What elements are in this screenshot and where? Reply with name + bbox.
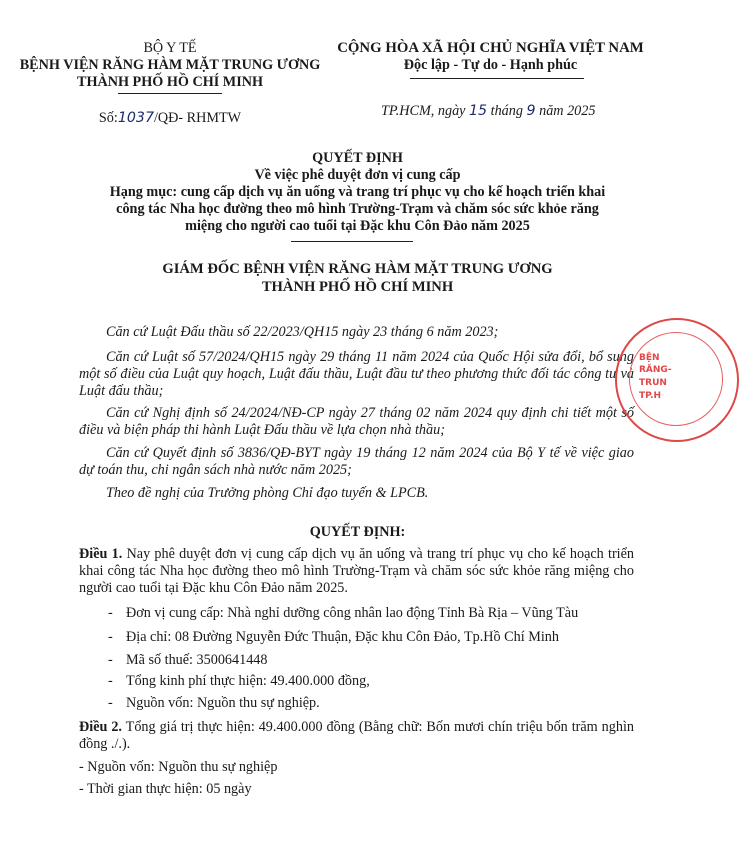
day-handwritten: 15 [469, 103, 488, 119]
legal-basis-4: Căn cứ Quyết định số 3836/QĐ-BYT ngày 19 tháng 12 năm 2024 của Bộ Y tế về việc giao dự toán thu, chi ngân sách nhà nước năm 2025; [79, 445, 634, 478]
title-block [60, 150, 655, 235]
article-1-bullet-1: - Đơn vị cung cấp: Nhà nghỉ dưỡng công nhân lao động Tỉnh Bà Rịa – Vũng Tàu [108, 605, 579, 621]
stamp-text-2: RĂNG- [639, 365, 672, 375]
stamp-text-4: TP.H [639, 391, 662, 401]
number-handwritten: 1037 [117, 110, 154, 126]
header-left-rule [118, 93, 222, 94]
authority-block [60, 260, 655, 296]
issue-date [381, 103, 595, 120]
stamp-text-3: TRUN [639, 378, 667, 388]
authority-line-2: THÀNH PHỐ HỒ CHÍ MINH [261, 279, 454, 295]
header-left [0, 40, 340, 91]
item-line-3: miệng cho người cao tuổi tại Đặc khu Côn Đảo năm 2025 [185, 218, 530, 234]
number-suffix: /QĐ- RHMTW [153, 110, 242, 126]
hospital-name-line2: THÀNH PHỐ HỒ CHÍ MINH [76, 74, 264, 90]
month-handwritten: 9 [526, 103, 536, 119]
article-1 [79, 546, 634, 597]
header-right [325, 40, 656, 74]
document-subject: Về việc phê duyệt đơn vị cung cấp [254, 167, 461, 183]
article-1-text: Nay phê duyệt đơn vị cung cấp dịch vụ ăn uống và trang trí phục vụ cho kế hoạch triển khai công tác Nha học đường theo mô hình Trường-Trạm và chăm sóc sức khỏe răng miệng cho người cao tuổi tại Đặc khu Côn Đảo năm 2025. [79, 546, 635, 596]
authority-line-1: GIÁM ĐỐC BỆNH VIỆN RĂNG HÀM MẶT TRUNG ƯƠNG [162, 261, 553, 277]
header-right-rule [410, 78, 584, 79]
decision-heading: QUYẾT ĐỊNH: [309, 524, 406, 540]
article-2-bullet-1: - Nguồn vốn: Nguồn thu sự nghiệp [79, 759, 278, 775]
date-mid: tháng [490, 103, 523, 119]
legal-basis-5: Theo đề nghị của Trưởng phòng Chỉ đạo tuyến & LPCB. [106, 485, 429, 501]
article-2-label: Điều 2. [79, 719, 122, 735]
article-1-bullet-2: - Địa chỉ: 08 Đường Nguyễn Đức Thuận, Đặc khu Côn Đảo, Tp.Hồ Chí Minh [108, 629, 559, 645]
national-motto: Độc lập - Tự do - Hạnh phúc [403, 57, 578, 73]
legal-basis-2: Căn cứ Luật số 57/2024/QH15 ngày 29 tháng 11 năm 2024 của Quốc Hội sửa đổi, bổ sung một số điều của Luật quy hoạch, Luật đấu thầu, Luật đầu tư theo phương thức đối tác công tư và Luật đấu thầu; [79, 349, 634, 399]
legal-basis-3: Căn cứ Nghị định số 24/2024/NĐ-CP ngày 27 tháng 02 năm 2024 quy định chi tiết một số điều và biện pháp thi hành Luật Đấu thầu về lựa chọn nhà thầu; [79, 405, 634, 438]
article-1-bullet-4: - Tổng kinh phí thực hiện: 49.400.000 đồng, [108, 673, 370, 689]
stamp-text-1: BỆN [639, 353, 660, 363]
legal-basis-1: Căn cứ Luật Đấu thầu số 22/2023/QH15 ngày 23 tháng 6 năm 2023; [106, 324, 499, 340]
article-1-bullet-5: - Nguồn vốn: Nguồn thu sự nghiệp. [108, 695, 320, 711]
country-name: CỘNG HÒA XÃ HỘI CHỦ NGHĨA VIỆT NAM [337, 40, 644, 56]
article-1-bullet-3: - Mã số thuế: 3500641448 [108, 652, 268, 668]
item-line-1: Hạng mục: cung cấp dịch vụ ăn uống và trang trí phục vụ cho kế hoạch triển khai [109, 184, 606, 200]
article-2 [79, 719, 634, 753]
article-2-text: Tổng giá trị thực hiện: 49.400.000 đồng (Bằng chữ: Bốn mươi chín triệu bốn trăm nghìn đồng ./.). [79, 719, 634, 752]
hospital-name-line1: BỆNH VIỆN RĂNG HÀM MẶT TRUNG ƯƠNG [19, 57, 321, 73]
date-prefix: TP.HCM, ngày [381, 103, 466, 119]
document-number [0, 110, 340, 127]
article-1-label: Điều 1. [79, 546, 123, 562]
item-line-2: công tác Nha học đường theo mô hình Trường-Trạm và chăm sóc sức khỏe răng [116, 201, 599, 217]
ministry-name: BỘ Y TẾ [143, 40, 197, 56]
title-rule [291, 241, 413, 242]
date-suffix: năm 2025 [539, 103, 596, 119]
article-2-bullet-2: - Thời gian thực hiện: 05 ngày [79, 781, 252, 797]
number-prefix: Số: [98, 110, 118, 126]
document-title: QUYẾT ĐỊNH [312, 150, 403, 166]
official-stamp [615, 318, 739, 442]
